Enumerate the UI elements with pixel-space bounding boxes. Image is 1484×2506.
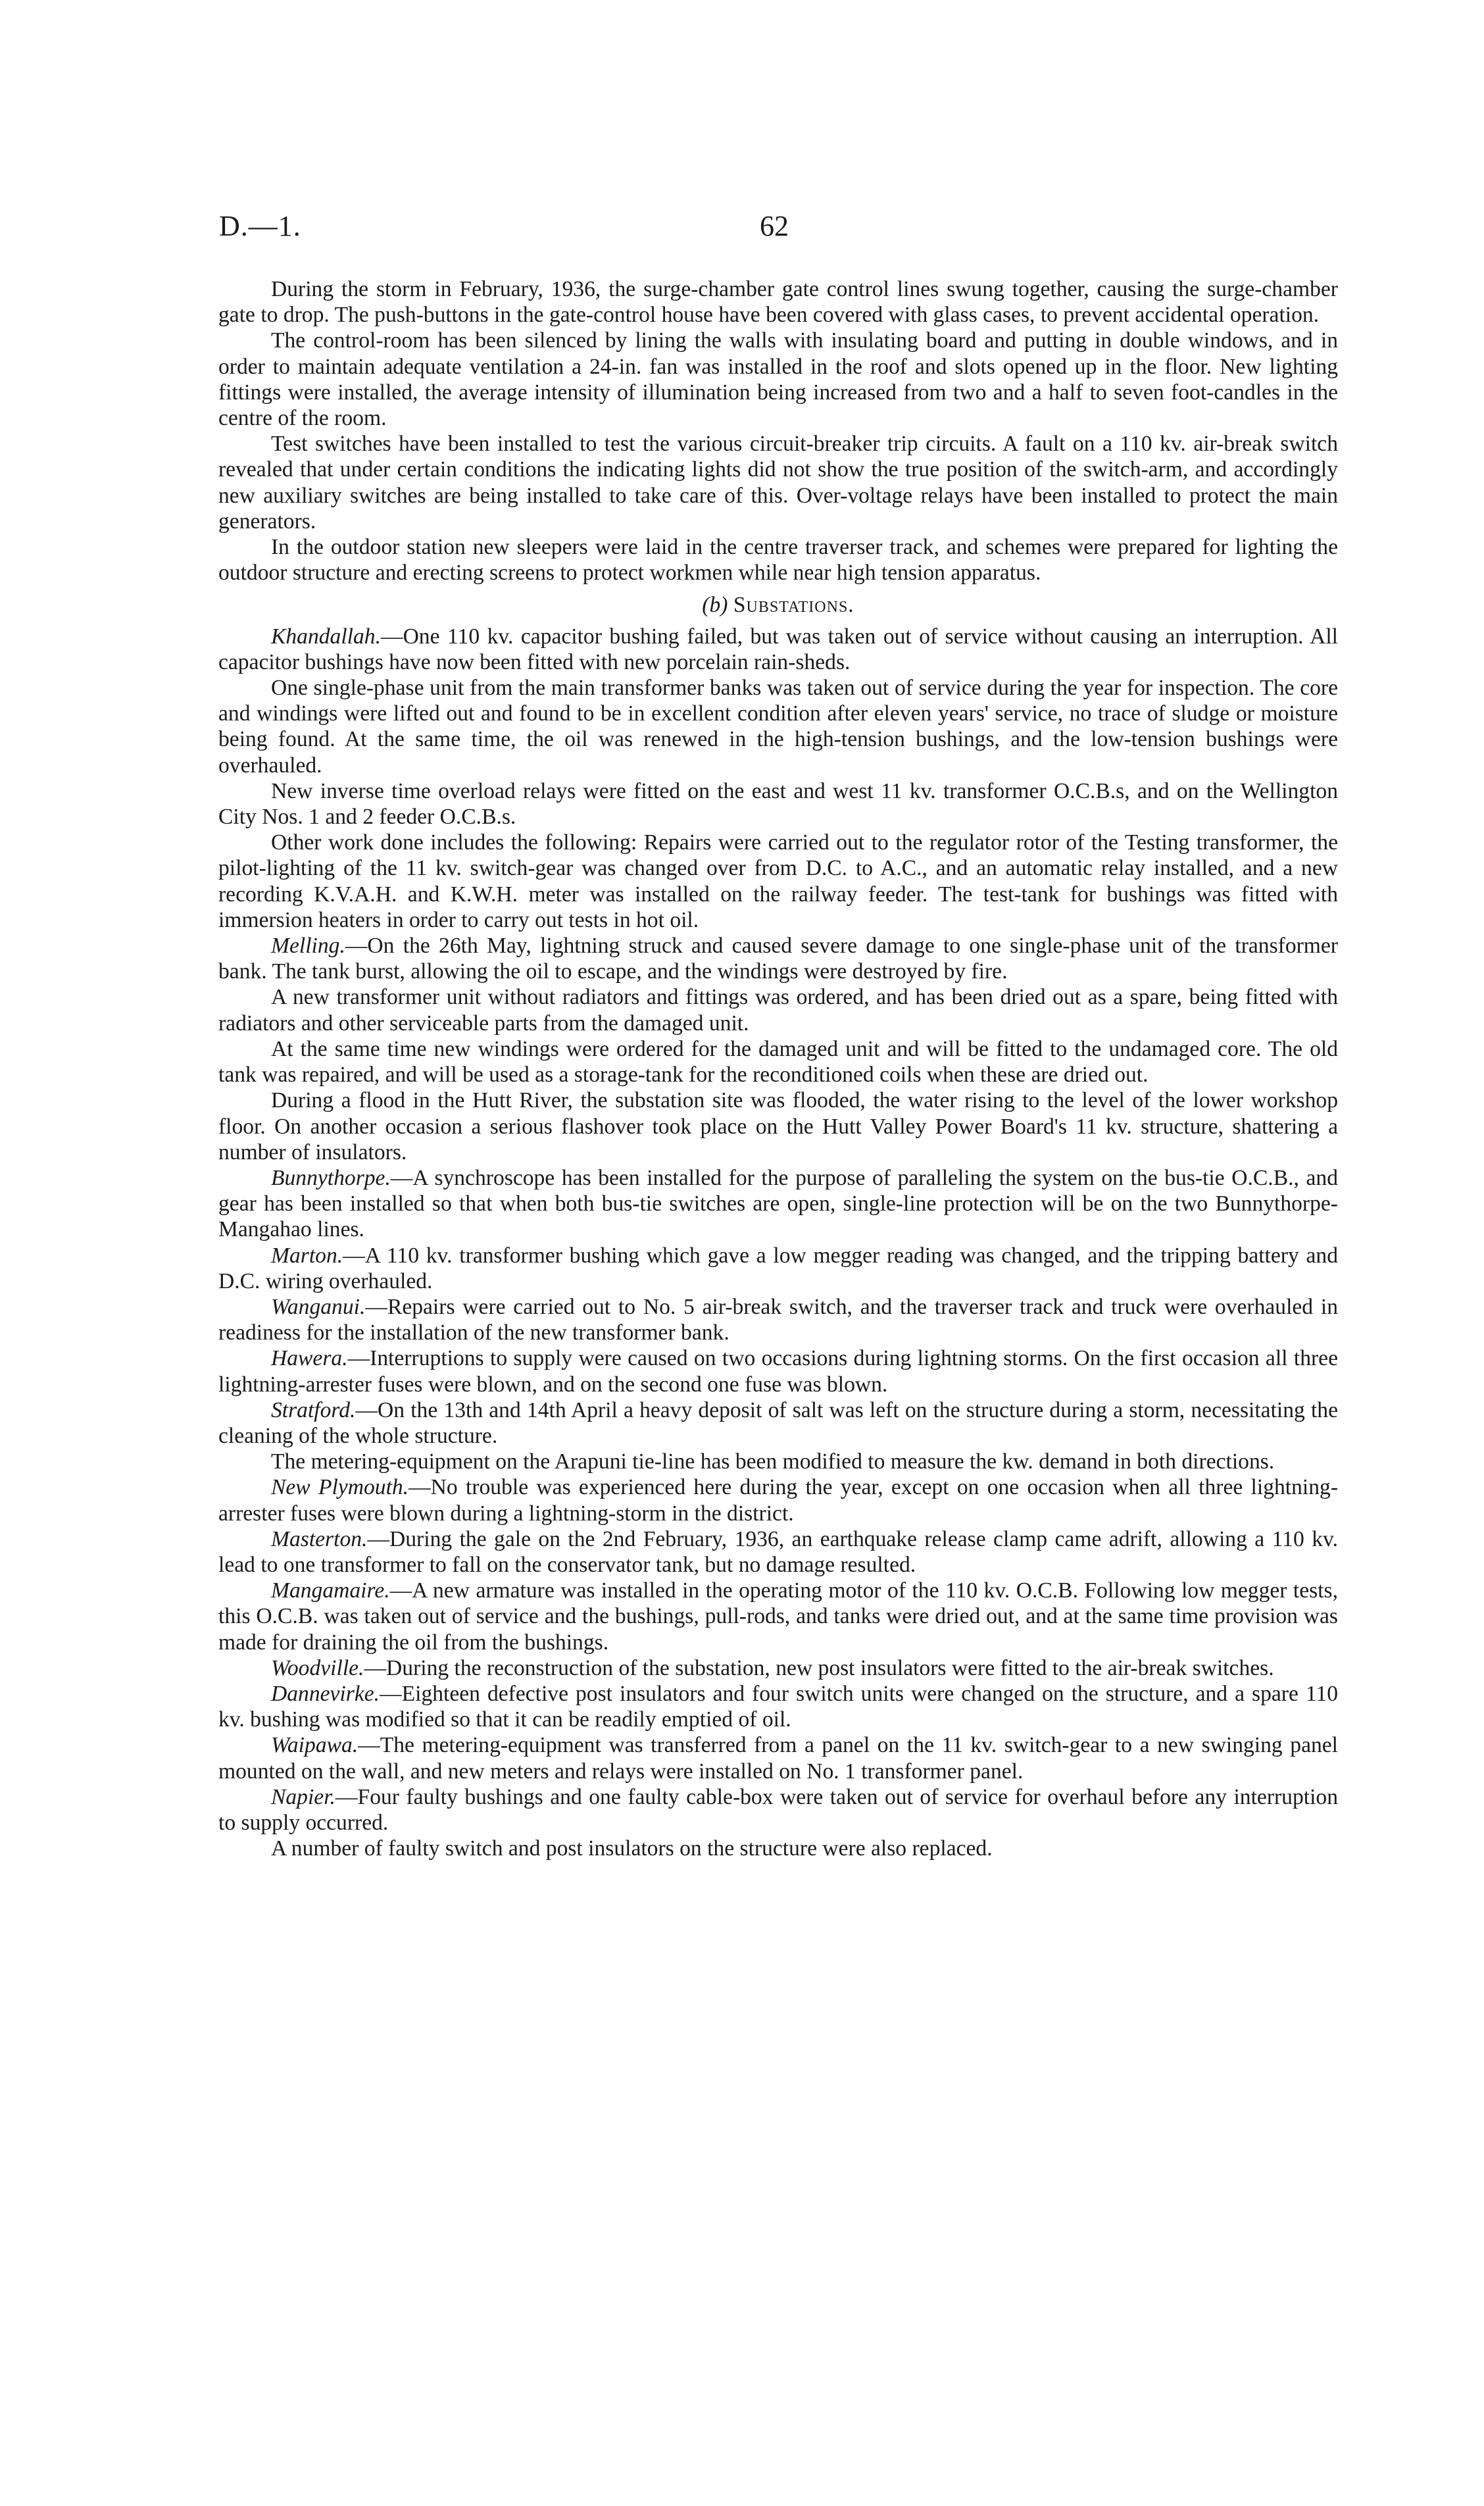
substation-text: —A 110 kv. transformer bushing which gave a low megger reading was changed, and the tripping battery and D.C. wiring overhauled. (218, 1243, 1338, 1293)
substation-text: —Interruptions to supply were caused on two occasions during lightning storms. On the first occasion all three lightning-arrester fuses were blown, and on the second one fuse was blown. (218, 1346, 1338, 1397)
substation-paragraph (218, 1345, 1338, 1397)
substation-paragraph (218, 624, 1338, 675)
substation-text: —One 110 kv. capacitor bushing failed, but was taken out of service without causing an interruption. All capacitor bushings have now been fitted with new porcelain rain-sheds. (218, 624, 1338, 674)
body-text (218, 276, 1338, 1861)
substation-paragraph (218, 1474, 1338, 1526)
substation-paragraph (218, 1449, 1338, 1474)
substation-text: A number of faulty switch and post insulators on the structure were also replaced. (271, 1836, 993, 1861)
substation-text: —Repairs were carried out to No. 5 air-break switch, and the traverser track and truck were overhauled in readiness for the installation of the new transformer bank. (218, 1294, 1338, 1345)
substation-text: Other work done includes the following: Repairs were carried out to the regulator rotor of the Testing transformer, the pilot-lighting of the 11 kv. switch-gear was changed over from D.C. to A.C., and an automatic relay installed, and a new recording K.V.A.H. and K.W.H. meter was installed on the railway feeder. The test-tank for bushings was fitted with immersion heaters in order to carry out tests in hot oil. (218, 830, 1338, 932)
substation-text: —On the 13th and 14th April a heavy deposit of salt was left on the structure during a storm, necessitating the cleaning of the whole structure. (218, 1397, 1338, 1448)
substation-text: —During the gale on the 2nd February, 1936, an earthquake release clamp came adrift, allowing a 110 kv. lead to one transformer to fall on the conservator tank, but no damage resulted. (218, 1526, 1338, 1577)
substation-text: —A new armature was installed in the operating motor of the 110 kv. O.C.B. Following low megger tests, this O.C.B. was taken out of service and the bushings, pull-rods, and tanks were dried out, and at the same time provision was made for draining the oil from the bushings. (218, 1578, 1338, 1655)
substations-list (218, 624, 1338, 1862)
substation-text: New inverse time overload relays were fitted on the east and west 11 kv. transformer O.C.B.s, and on the Wellington City Nos. 1 and 2 feeder O.C.B.s. (218, 778, 1338, 830)
substation-text: The metering-equipment on the Arapuni tie-line has been modified to measure the kw. demand in both directions. (271, 1449, 1275, 1474)
substation-text: During a flood in the Hutt River, the substation site was flooded, the water rising to the level of the lower workshop floor. On another occasion a serious flashover took place on the Hutt Valley Power Board's 11 kv. structure, shattering a number of insulators. (218, 1088, 1338, 1165)
section-marker: (b) (702, 593, 728, 618)
substation-name: Hawera. (271, 1346, 348, 1371)
substation-name: Mangamaire. (271, 1578, 390, 1603)
substation-name: Woodville. (271, 1655, 364, 1680)
substation-name: Stratford. (271, 1397, 356, 1422)
substation-text: —A synchroscope has been installed for the purpose of paralleling the system on the bus-tie O.C.B., and gear has been installed so that when both bus-tie switches are open, single-line protection will be on the two Bunnythorpe-Mangahao lines. (218, 1165, 1338, 1242)
substation-text: A new transformer unit without radiators and fittings was ordered, and has been dried out as a spare, being fitted with radiators and other serviceable parts from the damaged unit. (218, 985, 1338, 1036)
substation-text: One single-phase unit from the main transformer banks was taken out of service during the year for inspection. The core and windings were lifted out and found to be in excellent condition after eleven years' service, no trace of sludge or moisture being found. At the same time, the oil was renewed in the high-tension bushings, and the low-tension bushings were overhauled. (218, 676, 1338, 778)
document-reference: D.—1. (219, 210, 301, 242)
substation-name: Khandallah. (271, 624, 381, 649)
substation-paragraph (218, 1165, 1338, 1243)
paragraph: During the storm in February, 1936, the surge-chamber gate control lines swung together, causing the surge-chamber gate to drop. The push-buttons in the gate-control house have been covered with glass cases, to prevent accidental operation. (218, 277, 1338, 328)
paragraph: Test switches have been installed to test the various circuit-breaker trip circuits. A fault on a 110 kv. air-break switch revealed that under certain conditions the indicating lights did not show the true position of the switch-arm, and accordingly new auxiliary switches are being installed to take care of this. Over-voltage relays have been installed to protect the main generators. (218, 432, 1338, 534)
substation-paragraph (218, 1681, 1338, 1732)
substation-text: —During the reconstruction of the substation, new post insulators were fitted to the air-break switches. (364, 1655, 1274, 1680)
page-number: 62 (760, 210, 789, 242)
substation-name: Wanganui. (271, 1294, 366, 1319)
substation-text: —The metering-equipment was transferred from a panel on the 11 kv. switch-gear to a new swinging panel mounted on the wall, and new meters and relays were installed on No. 1 transformer panel. (218, 1733, 1338, 1784)
substation-text: —Four faulty bushings and one faulty cable-box were taken out of service for overhaul before any interruption to supply occurred. (218, 1784, 1338, 1835)
substation-paragraph (218, 1784, 1338, 1836)
substation-paragraph (218, 830, 1338, 933)
paragraph: The control-room has been silenced by lining the walls with insulating board and putting in double windows, and in order to maintain adequate ventilation a 24-in. fan was installed in the roof and slots opened up in the floor. New lighting fittings were installed, the average intensity of illumination being increased from two and a half to seven foot-candles in the centre of the room. (218, 328, 1338, 431)
substation-paragraph (218, 778, 1338, 830)
substation-paragraph (218, 984, 1338, 1036)
substation-name: Bunnythorpe. (271, 1165, 391, 1190)
substation-name: Dannevirke. (271, 1681, 380, 1706)
substation-text: At the same time new windings were ordered for the damaged unit and will be fitted to the undamaged core. The old tank was repaired, and will be used as a storage-tank for the reconditioned coils when these are dried out. (218, 1036, 1338, 1088)
paragraph: In the outdoor station new sleepers were laid in the centre traverser track, and schemes were prepared for lighting the outdoor structure and erecting screens to protect workmen while near high tension apparatus. (218, 535, 1338, 586)
substation-paragraph (218, 1526, 1338, 1578)
substation-paragraph (218, 1732, 1338, 1784)
substation-paragraph (218, 675, 1338, 778)
substation-paragraph (218, 1243, 1338, 1294)
substation-paragraph (218, 933, 1338, 984)
substation-paragraph (218, 1836, 1338, 1861)
substation-name: Marton. (271, 1243, 343, 1268)
substation-name: Napier. (271, 1784, 335, 1809)
substation-paragraph (218, 1578, 1338, 1655)
substation-text: —On the 26th May, lightning struck and caused severe damage to one single-phase unit of the transformer bank. The tank burst, allowing the oil to escape, and the windings were destroyed by fire. (218, 934, 1338, 984)
substation-paragraph (218, 1036, 1338, 1088)
section-heading (218, 592, 1338, 618)
section-title: Substations. (733, 593, 854, 618)
substation-paragraph (218, 1294, 1338, 1345)
substation-paragraph (218, 1655, 1338, 1681)
substation-name: Waipawa. (271, 1733, 359, 1758)
substation-text: —No trouble was experienced here during the year, except on one occasion when all three lightning-arrester fuses were blown during a lightning-storm in the district. (218, 1475, 1338, 1526)
substation-text: —Eighteen defective post insulators and four switch units were changed on the structure, and a spare 110 kv. bushing was modified so that it can be readily emptied of oil. (218, 1681, 1338, 1732)
substation-name: New Plymouth. (271, 1475, 409, 1500)
substation-paragraph (218, 1088, 1338, 1165)
substation-name: Masterton. (271, 1526, 368, 1551)
substation-paragraph (218, 1397, 1338, 1449)
substation-name: Melling. (271, 934, 345, 959)
